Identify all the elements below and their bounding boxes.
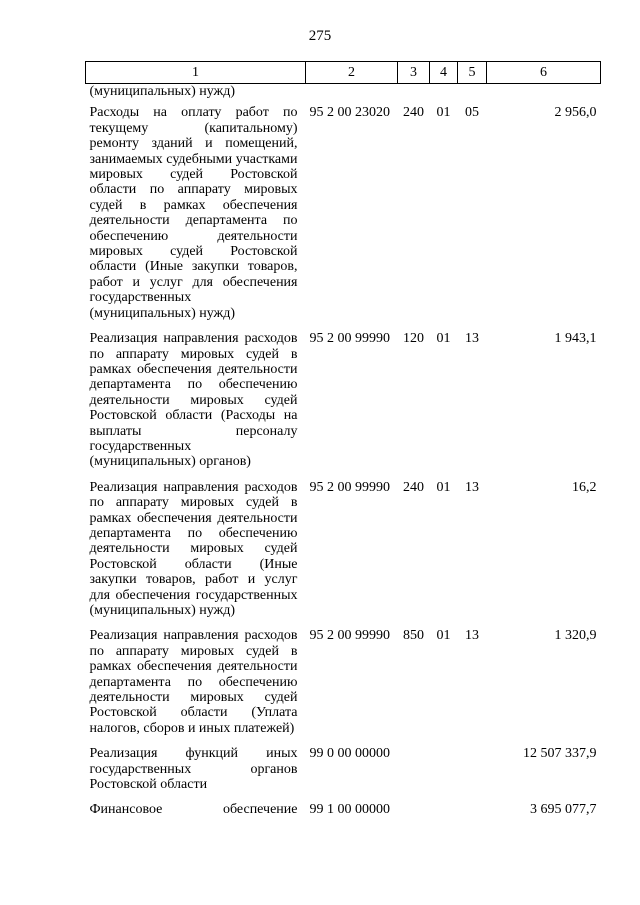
row-section: 01 <box>436 331 451 347</box>
row-name: Реализация направления расходов по аппарату мировых судей в рамках обеспечения деятельности департамента по обеспечению деятельности мировых судей Ростовской области (Иные закупки товаров, работ и услуг для обеспечения государственных (муниципальных) нужд) <box>89 479 298 618</box>
table-row <box>86 746 601 802</box>
header-row <box>86 62 601 84</box>
row-expense-type: 120 <box>403 331 424 347</box>
row-expense-type <box>398 746 430 802</box>
row-subsection: 13 <box>465 479 479 495</box>
row-subsection <box>458 746 487 802</box>
row-section: 01 <box>436 628 451 644</box>
row-section: 01 <box>436 479 451 495</box>
row-name: Расходы на оплату работ по текущему (капитальному) ремонту зданий и помещений, занимаемых судебными участками мировых судей Ростовской области по аппарату мировых судей в рамках обеспечения деятельности департамента по обеспечению деятельности мировых судей Ростовской области (Иные закупки товаров, работ и услуг для обеспечения государственных (муниципальных) нужд) <box>89 105 298 321</box>
row-target-code: 99 0 00 00000 <box>309 746 390 762</box>
header-col-2: 2 <box>306 62 398 84</box>
row-amount: 16,2 <box>572 479 597 495</box>
row-amount: 2 956,0 <box>554 105 597 121</box>
budget-table <box>85 61 601 818</box>
table-header <box>86 62 601 84</box>
row-subsection: 05 <box>465 105 479 121</box>
row-name: Реализация направления расходов по аппарату мировых судей в рамках обеспечения деятельности департамента по обеспечению деятельности мировых судей Ростовской области (Расходы на выплаты персоналу государственных (муниципальных) органов) <box>89 331 298 470</box>
row-expense-type: 240 <box>403 105 424 121</box>
row-section: 01 <box>436 105 451 121</box>
header-col-6: 6 <box>487 62 601 84</box>
table-row <box>86 331 601 480</box>
row-name: Реализация функций иных государственных органов Ростовской области <box>89 746 298 793</box>
header-col-4: 4 <box>430 62 458 84</box>
row-section <box>430 802 458 817</box>
header-col-5: 5 <box>458 62 487 84</box>
table-row-continuation <box>86 84 601 106</box>
row-target-code: 99 1 00 00000 <box>309 802 390 818</box>
row-amount: 12 507 337,9 <box>523 746 597 762</box>
row-subsection: 13 <box>465 331 479 347</box>
table-row <box>86 480 601 629</box>
row-subsection: 13 <box>465 628 479 644</box>
row-target-code: 95 2 00 99990 <box>309 331 390 347</box>
row-name: Финансовое обеспечение <box>89 802 298 818</box>
row-amount: 1 943,1 <box>554 331 597 347</box>
page-number: 275 <box>308 28 332 44</box>
row-target-code: 95 2 00 99990 <box>309 628 390 644</box>
row-target-code: 95 2 00 99990 <box>309 479 390 495</box>
table-row <box>86 105 601 331</box>
row-expense-type <box>398 802 430 817</box>
row-expense-type: 240 <box>403 479 424 495</box>
header-col-1: 1 <box>86 62 306 84</box>
row-subsection <box>458 802 487 817</box>
row-target-code: 95 2 00 23020 <box>309 105 390 121</box>
row-amount: 1 320,9 <box>554 628 597 644</box>
table-row <box>86 802 601 817</box>
continuation-text: (муниципальных) нужд) <box>89 84 236 99</box>
row-amount: 3 695 077,7 <box>530 802 597 818</box>
row-expense-type: 850 <box>403 628 424 644</box>
row-section <box>430 746 458 802</box>
header-col-3: 3 <box>398 62 430 84</box>
table-row <box>86 628 601 746</box>
row-name: Реализация направления расходов по аппарату мировых судей в рамках обеспечения деятельности департамента по обеспечению деятельности мировых судей Ростовской области (Уплата налогов, сборов и иных платежей) <box>89 628 298 736</box>
